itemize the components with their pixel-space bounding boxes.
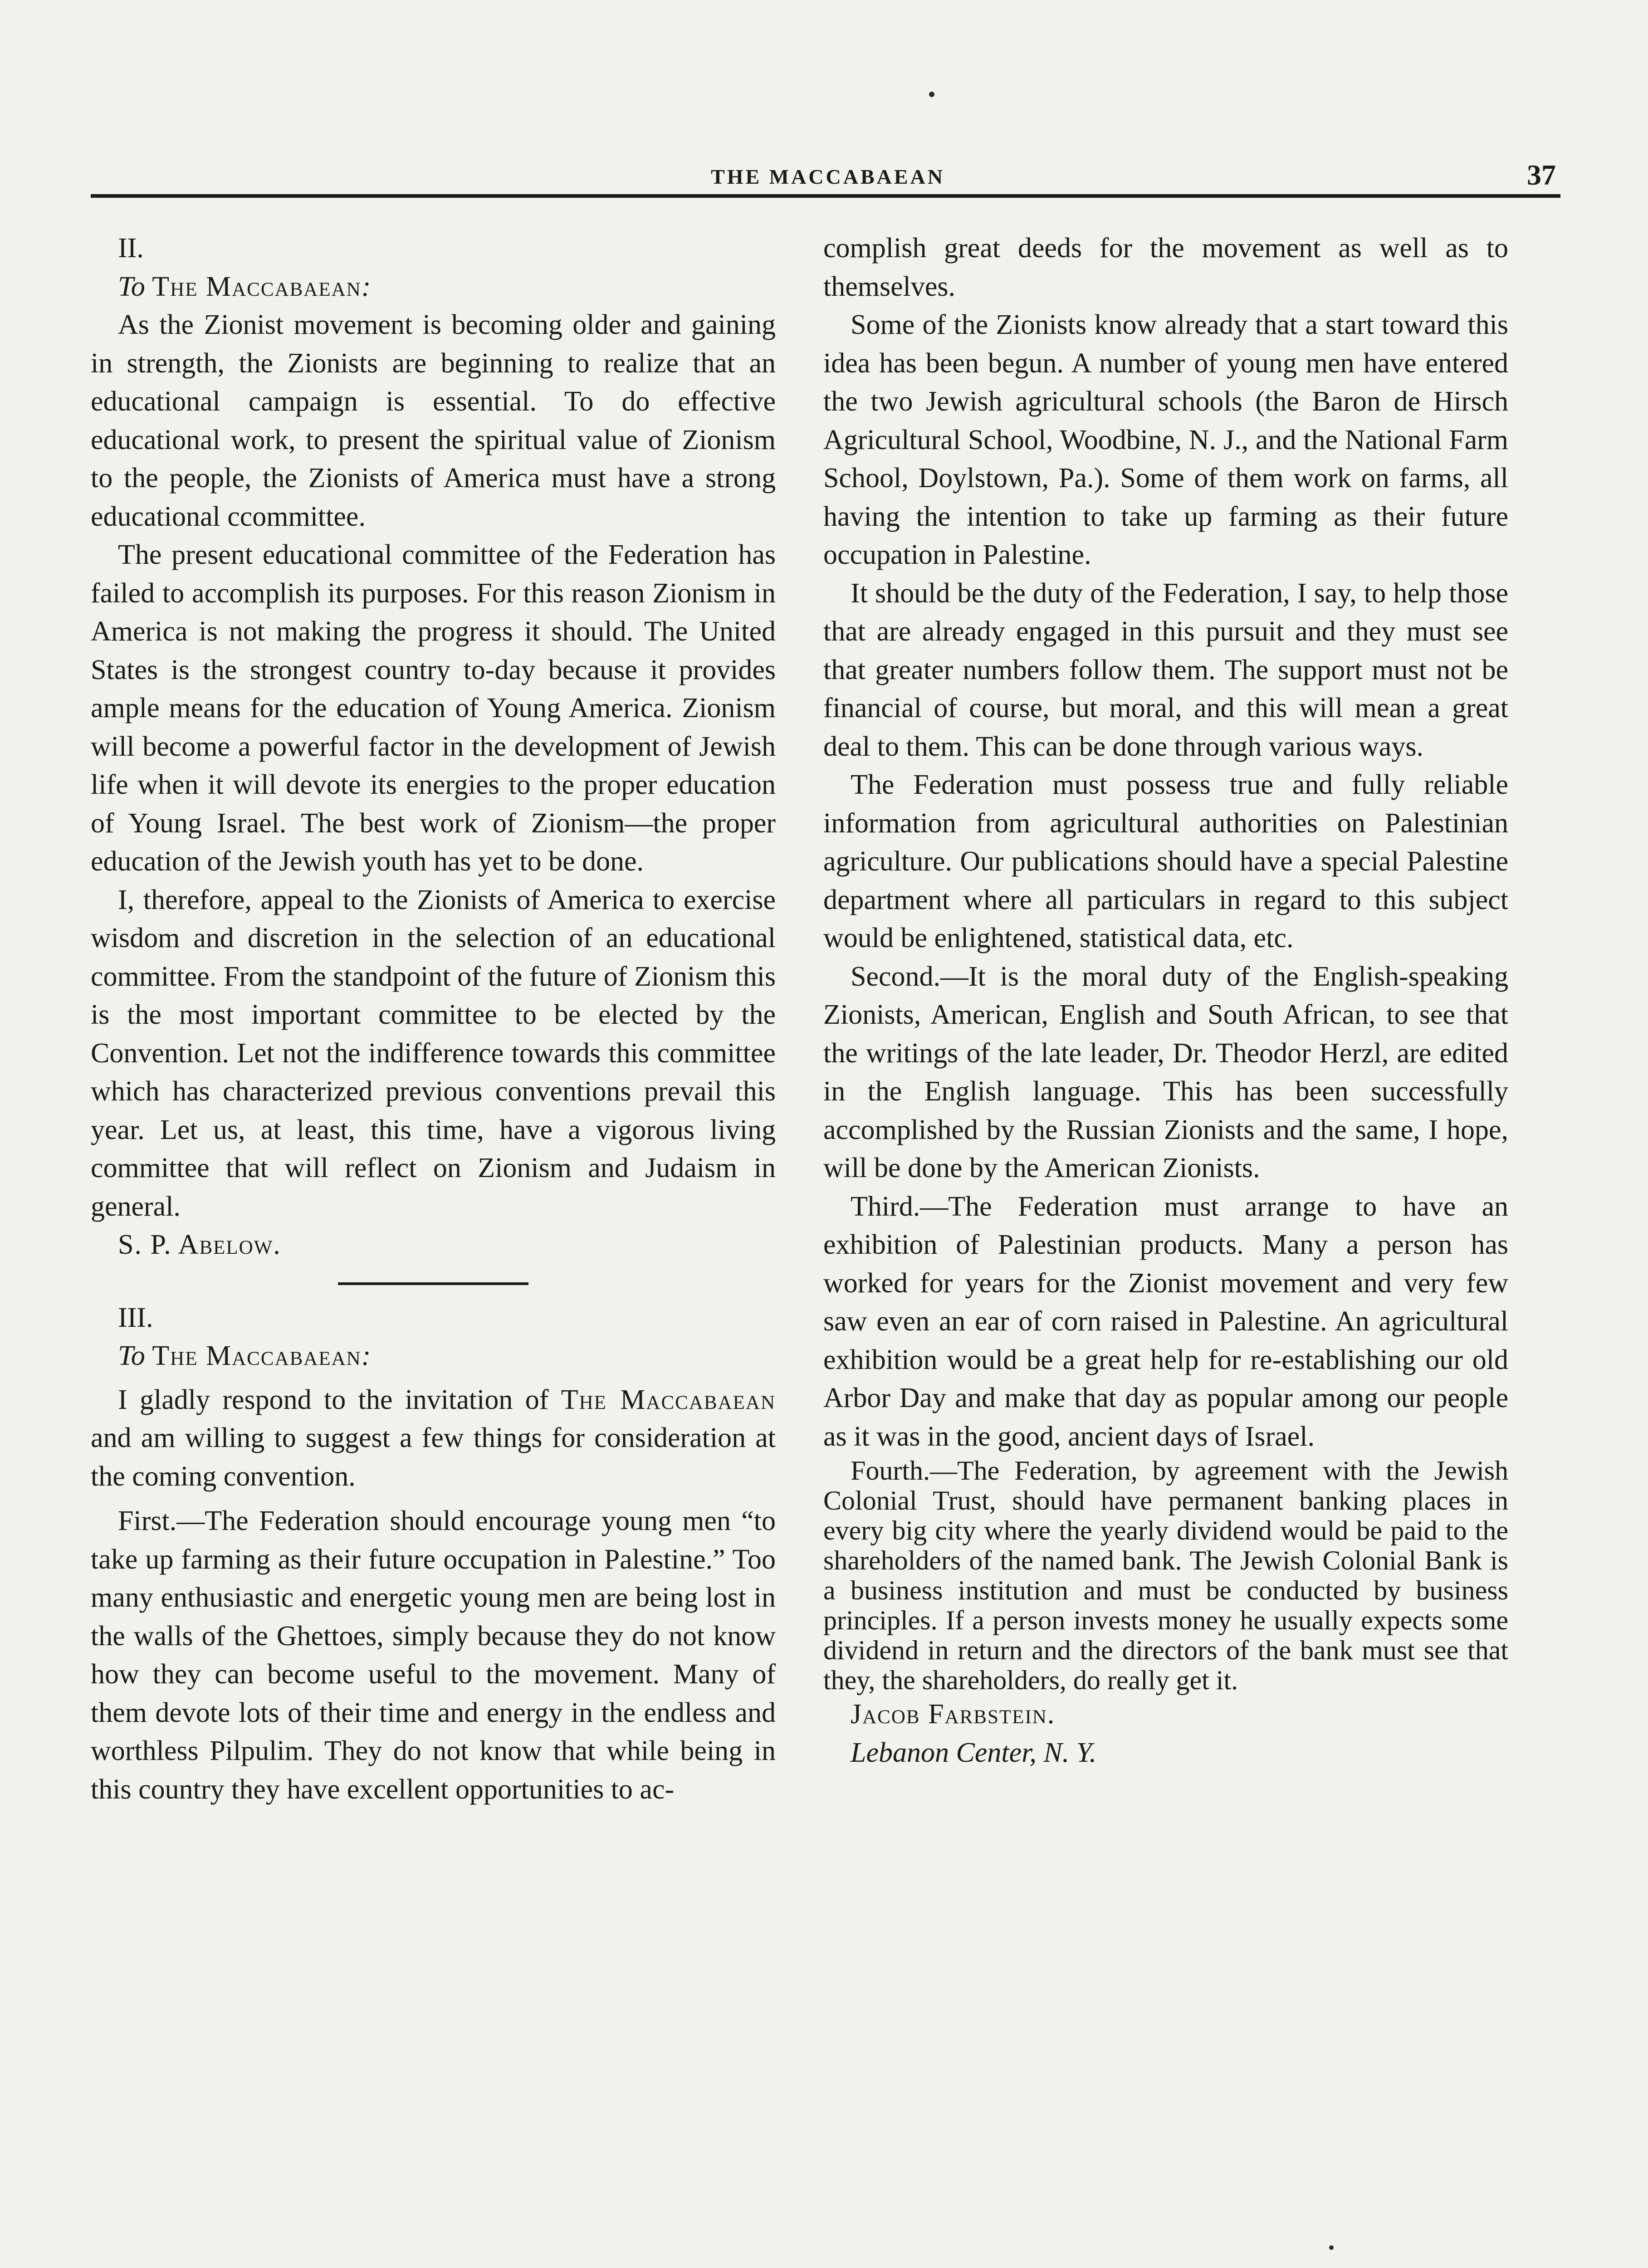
paragraph — [91, 1381, 776, 1496]
signature-farbstein: Jacob Farbstein. — [851, 1699, 1056, 1730]
paragraph-first: First.—The Federation should encourage young men “to take up farming as their future occupation in Palestine.” Too many enthusiastic and energetic young men are being lost in the walls of the Ghettoes, simply because they do not know how they can become useful to the movement. Many of them devote lots of their time and energy in the endless and worthless Pilpulim. They do not know that while being in this country they have excellent opportunities to ac- — [91, 1505, 776, 1805]
paragraph: I, therefore, appeal to the Zionists of America to exercise wisdom and discretion in the selection of an educational committee. From the standpoint of the future of Zionism this is the most important committee to be elected by the Convention. Let not the indifference towards this committee which has characterized previous conventions prevail this year. Let us, at least, this time, have a vigorous living committee that will reflect on Zionism and Judaism in general. — [91, 884, 776, 1222]
paragraph: The Federation must possess true and fully reliable information from agricultural authorities on Palestinian agriculture. Our publications should have a special Palestine department where all particulars in regard to this subject would be enlightened, statistical data, etc. — [823, 769, 1508, 953]
paragraph: As the Zionist movement is becoming older and gaining in strength, the Zionists are beginning to realize that an educational campaign is essential. To do effective educational work, to present the spiritual value of Zionism to the people, the Zionists of America must have a strong educational ccommittee. — [91, 309, 776, 532]
paragraph: Second.—It is the moral duty of the English-speaking Zionists, American, English and South African, to see that the writings of the late leader, Dr. Theodor Herzl, are edited in the English language. This has been successfully accomplished by the Russian Zionists and the same, I hope, will be done by the American Zionists. — [823, 961, 1508, 1183]
salutation-colon: : — [361, 1340, 371, 1371]
section-divider — [338, 1282, 528, 1285]
page-header — [91, 161, 1565, 197]
running-title: THE MACCABAEAN — [711, 165, 945, 188]
signature-abelow: S. P. Abelow. — [118, 1229, 281, 1260]
salutation-name: The Maccabaean — [152, 1340, 362, 1371]
salutation-name: The Maccabaean — [152, 271, 362, 302]
page-number: 37 — [1527, 159, 1556, 191]
section-number-iii: III. — [118, 1302, 153, 1333]
paragraph-third: Third.—The Federation must arrange to have an exhibition of Palestinian products. Many a person has worked for years for the Zionist movement and very few saw even an ear of corn raised in Palestine. An agricultural exhibition would be a great help for re-establishing our old Arbor Day and make that day as popular among our people as it was in the good, ancient days of Israel. — [823, 1191, 1508, 1452]
place-line: Lebanon Center, N. Y. — [851, 1737, 1097, 1768]
paragraph-fourth: Fourth.—The Federation, by agreement with the Jewish Colonial Trust, should have permanent banking places in every big city where the yearly dividend would be paid to the shareholders of the named bank. The Jewish Colonial Bank is a business institution and must be conducted by business principles. If a person invests money he usually expects some dividend in return and the directors of the bank must see that they, the shareholders, do really get it. — [823, 1456, 1508, 1695]
print-speck — [929, 92, 934, 97]
right-column — [823, 229, 1508, 1772]
salutation — [91, 268, 776, 306]
salutation-to: To — [118, 1340, 145, 1371]
paragraph: It should be the duty of the Federation, I say, to help those that are already engaged in this pursuit and they must see that greater numbers follow them. The support must not be financial of course, but moral, and this will mean a great deal to them. This can be done through various ways. — [823, 577, 1508, 762]
intro-lead: I gladly respond to the invitation of — [118, 1384, 549, 1415]
intro-rest: and am willing to suggest a few things for consideration at the coming convention. — [91, 1422, 776, 1492]
paragraph-continuation: complish great deeds for the movement as well as to themselves. — [823, 233, 1508, 302]
paragraph: Some of the Zionists know already that a start toward this idea has been begun. A number of young men have entered the two Jewish agricultural schools (the Baron de Hirsch Agricultural School, Woodbine, N. J., and the National Farm School, Doylstown, Pa.). Some of them work on farms, all having the intention to take up farming as their future occupation in Palestine. — [823, 309, 1508, 570]
header-rule — [91, 194, 1560, 198]
paragraph: The present educational committee of the Federation has failed to accomplish its purposes. For this reason Zionism in America is not making the progress it should. The United States is the strongest country to-day because it provides ample means for the education of Young America. Zionism will become a powerful factor in the development of Jewish life when it will devote its energies to the proper education of Young Israel. The best work of Zionism—the proper education of the Jewish youth has yet to be done. — [91, 539, 776, 877]
salutation-colon: : — [361, 271, 371, 302]
print-speck — [1329, 2245, 1334, 2250]
section-number-ii: II. — [118, 233, 144, 264]
salutation-to: To — [118, 271, 145, 302]
intro-name: The Maccabaean — [561, 1384, 776, 1415]
left-column — [91, 229, 776, 1809]
salutation — [91, 1337, 776, 1375]
